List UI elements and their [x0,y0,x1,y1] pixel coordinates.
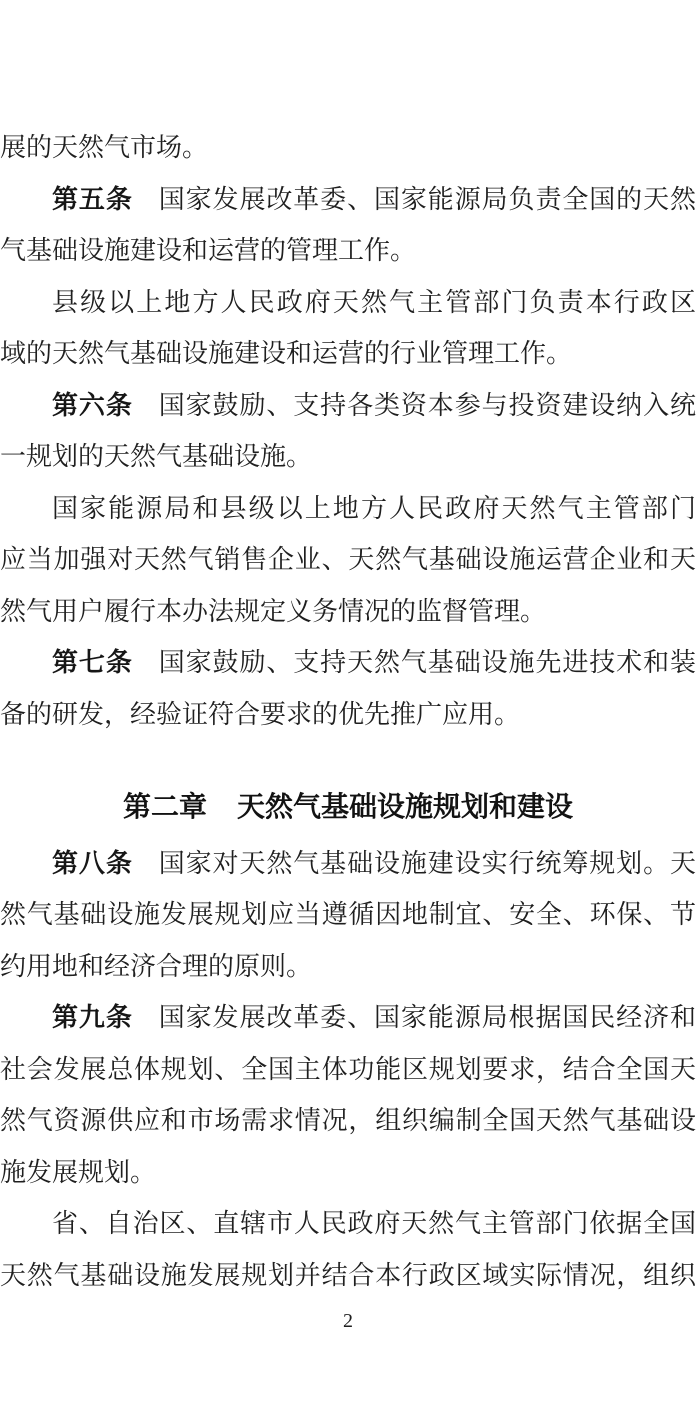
article-paragraph [0,380,696,483]
article-paragraph [0,838,696,993]
article-marker: 第六条 [52,389,133,420]
article-paragraph [0,992,696,1198]
text-line: 约用地和经济合理的原则。 [0,951,313,981]
text-line: 气基础设施建设和运营的管理工作。 [0,236,417,265]
text-line: 应当加强对天然气销售企业、天然气基础设施运营企业和天 [0,545,696,574]
text-line: 国家能源局和县级以上地方人民政府天然气主管部门 [52,493,696,523]
body-paragraph [0,1198,696,1301]
text-line: 第八条 国家对天然气基础设施建设实行统筹规划。天 [52,847,696,878]
text-line: 第五条 国家发展改革委、国家能源局负责全国的天然 [52,183,696,214]
text-line: 第九条 国家发展改革委、国家能源局根据国民经济和 [52,1002,696,1032]
text-line: 然气用户履行本办法规定义务情况的监督管理。 [0,596,547,626]
article-marker: 第八条 [52,847,133,878]
text-line: 第七条 国家鼓励、支持天然气基础设施先进技术和装 [52,647,696,677]
chapter-number: 第二章 [122,791,207,822]
body-paragraph [0,277,696,380]
body-paragraph [0,122,696,174]
text-line: 一规划的天然气基础设施。 [0,442,313,471]
text-line: 备的研发，经验证符合要求的优先推广应用。 [0,699,521,729]
chapter-title: 天然气基础设施规划和建设 [237,791,574,822]
article-marker: 第九条 [52,1002,133,1032]
text-line: 展的天然气市场。 [0,133,209,162]
text-line: 域的天然气基础设施建设和运营的行业管理工作。 [0,339,573,368]
text-line: 省、自治区、直辖市人民政府天然气主管部门依据全国 [52,1209,696,1238]
article-paragraph [0,174,696,277]
article-marker: 第五条 [52,183,133,214]
text-line: 天然气基础设施发展规划并结合本行政区域实际情况，组织 [0,1260,696,1290]
text-line: 县级以上地方人民政府天然气主管部门负责本行政区 [52,287,696,317]
text-line: 施发展规划。 [0,1157,157,1187]
page-number: 2 [343,1310,353,1332]
text-line: 第六条 国家鼓励、支持各类资本参与投资建设纳入统 [52,389,696,420]
chapter-heading [0,781,696,833]
text-line: 然气基础设施发展规划应当遵循因地制宜、安全、环保、节 [0,900,696,929]
text-line: 然气资源供应和市场需求情况，组织编制全国天然气基础设 [0,1106,696,1135]
body-paragraph [0,483,696,638]
text-line: 社会发展总体规划、全国主体功能区规划要求，结合全国天 [0,1054,696,1084]
article-paragraph [0,637,696,740]
article-marker: 第七条 [52,647,133,677]
